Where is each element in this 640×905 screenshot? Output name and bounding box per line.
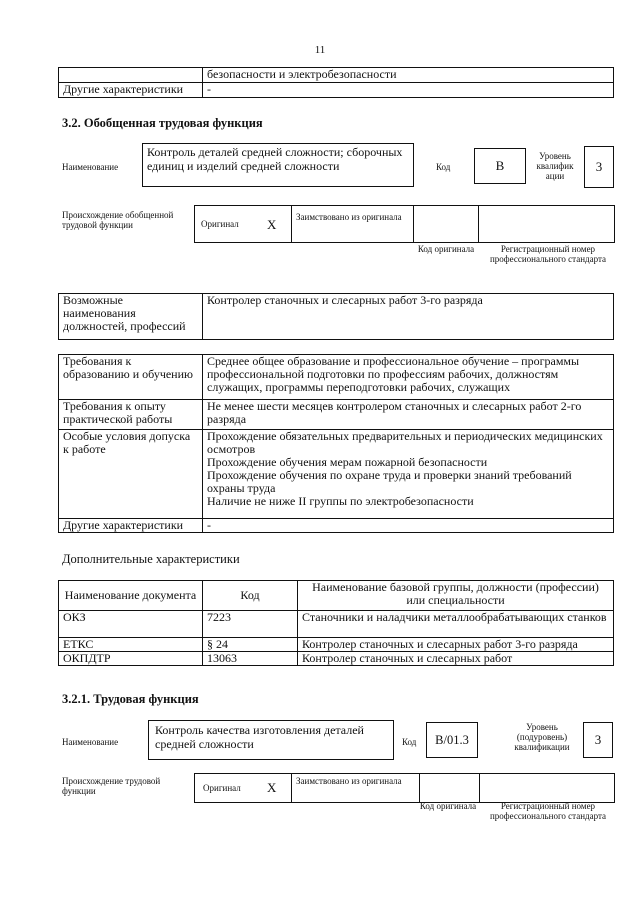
divider (419, 774, 420, 802)
s32-origin-label: Происхождение обобщенной трудовой функции (62, 210, 174, 230)
s32-code-label: Код (436, 162, 451, 172)
positions-label: Возможные наименования должностей, профессий (59, 294, 203, 340)
req-conditions-line: Наличие не ниже II группы по электробезопасности (207, 494, 474, 508)
s32-name-value: Контроль деталей средней сложности; сборочных единиц и изделий средней сложности (142, 143, 414, 187)
additional-cell: Контролер станочных и слесарных работ (298, 652, 614, 666)
top-row1-value: безопасности и электробезопасности (203, 68, 614, 83)
additional-title: Дополнительные характеристики (62, 552, 240, 566)
req-conditions-line: Прохождение обучения по охране труда и проверки знаний требований охраны труда (207, 468, 572, 495)
s32-origin-box (194, 205, 615, 243)
s321-original-mark: X (267, 780, 277, 795)
additional-table (58, 580, 614, 666)
additional-cell: § 24 (203, 638, 298, 652)
req-other-label: Другие характеристики (59, 519, 203, 533)
divider (478, 206, 479, 242)
divider (413, 206, 414, 242)
page-number: 11 (314, 44, 326, 56)
positions-value: Контролер станочных и слесарных работ 3-го разряда (203, 294, 614, 340)
s32-original-mark: X (267, 217, 277, 232)
s321-name-label: Наименование (62, 737, 119, 747)
s32-reg-number-caption: Регистрационный номер профессионального стандарта (489, 244, 607, 264)
s321-level-value: 3 (583, 722, 613, 758)
s321-code-original-caption: Код оригинала (419, 801, 477, 811)
req-education-label: Требования к образованию и обучению (59, 355, 203, 400)
additional-cell: Контролер станочных и слесарных работ 3-го разряда (298, 638, 614, 652)
s321-level-label: Уровень (подуровень) квалификации (514, 722, 570, 752)
s321-code-value: B/01.3 (426, 722, 478, 758)
top-row2-value: - (203, 83, 614, 98)
divider (291, 206, 292, 242)
req-education-value: Среднее общее образование и профессиональное обучение – программы профессиональной подготовки по профессиям рабочих, должностям служащих, программы переподготовки рабочих, служащих (203, 355, 614, 400)
s32-name-label: Наименование (62, 162, 119, 172)
table-row (59, 638, 614, 652)
s321-origin-label: Происхождение трудовой функции (62, 776, 161, 796)
top-row2-label: Другие характеристики (59, 83, 203, 98)
req-conditions-value (203, 430, 614, 519)
req-conditions-line: Прохождение обязательных предварительных и периодических медицинских осмотров (207, 429, 603, 456)
positions-table (58, 293, 614, 340)
additional-cell: ЕТКС (59, 638, 203, 652)
additional-header-document: Наименование документа (59, 581, 203, 611)
s32-original-label: Оригинал (201, 219, 239, 229)
additional-header-group: Наименование базовой группы, должности (профессии) или специальности (298, 581, 614, 611)
table-row (59, 611, 614, 638)
additional-cell: 13063 (203, 652, 298, 666)
s32-borrowed-label: Заимствовано из оригинала (296, 212, 402, 222)
req-other-value: - (203, 519, 614, 533)
additional-header-code: Код (203, 581, 298, 611)
s321-borrowed-label: Заимствовано из оригинала (296, 776, 402, 786)
section-321-title: 3.2.1. Трудовая функция (62, 692, 199, 706)
top-row1-label (59, 68, 203, 83)
section-32-title: 3.2. Обобщенная трудовая функция (62, 116, 263, 130)
s321-original-label: Оригинал (203, 783, 241, 793)
requirements-table (58, 354, 614, 533)
divider (479, 774, 480, 802)
top-continuation-table (58, 67, 614, 98)
divider (291, 774, 292, 802)
s32-code-value: B (474, 148, 526, 184)
s321-name-value: Контроль качества изготовления деталей средней сложности (148, 720, 394, 760)
s321-code-label: Код (402, 737, 417, 747)
s32-level-value: 3 (584, 146, 614, 188)
req-experience-value: Не менее шести месяцев контролером станочных и слесарных работ 2-го разряда (203, 400, 614, 430)
req-experience-label: Требования к опыту практической работы (59, 400, 203, 430)
additional-cell: 7223 (203, 611, 298, 638)
additional-cell: ОКПДТР (59, 652, 203, 666)
additional-cell: ОКЗ (59, 611, 203, 638)
req-conditions-line: Прохождение обучения мерам пожарной безопасности (207, 455, 488, 469)
s32-level-label: Уровень квалифик ации (536, 151, 574, 181)
s32-code-original-caption: Код оригинала (417, 244, 475, 254)
req-conditions-label: Особые условия допуска к работе (59, 430, 203, 519)
s321-origin-box (194, 773, 615, 803)
table-row (59, 652, 614, 666)
additional-cell: Станочники и наладчики металлообрабатывающих станков (298, 611, 614, 638)
s321-reg-number-caption: Регистрационный номер профессионального стандарта (489, 801, 607, 821)
